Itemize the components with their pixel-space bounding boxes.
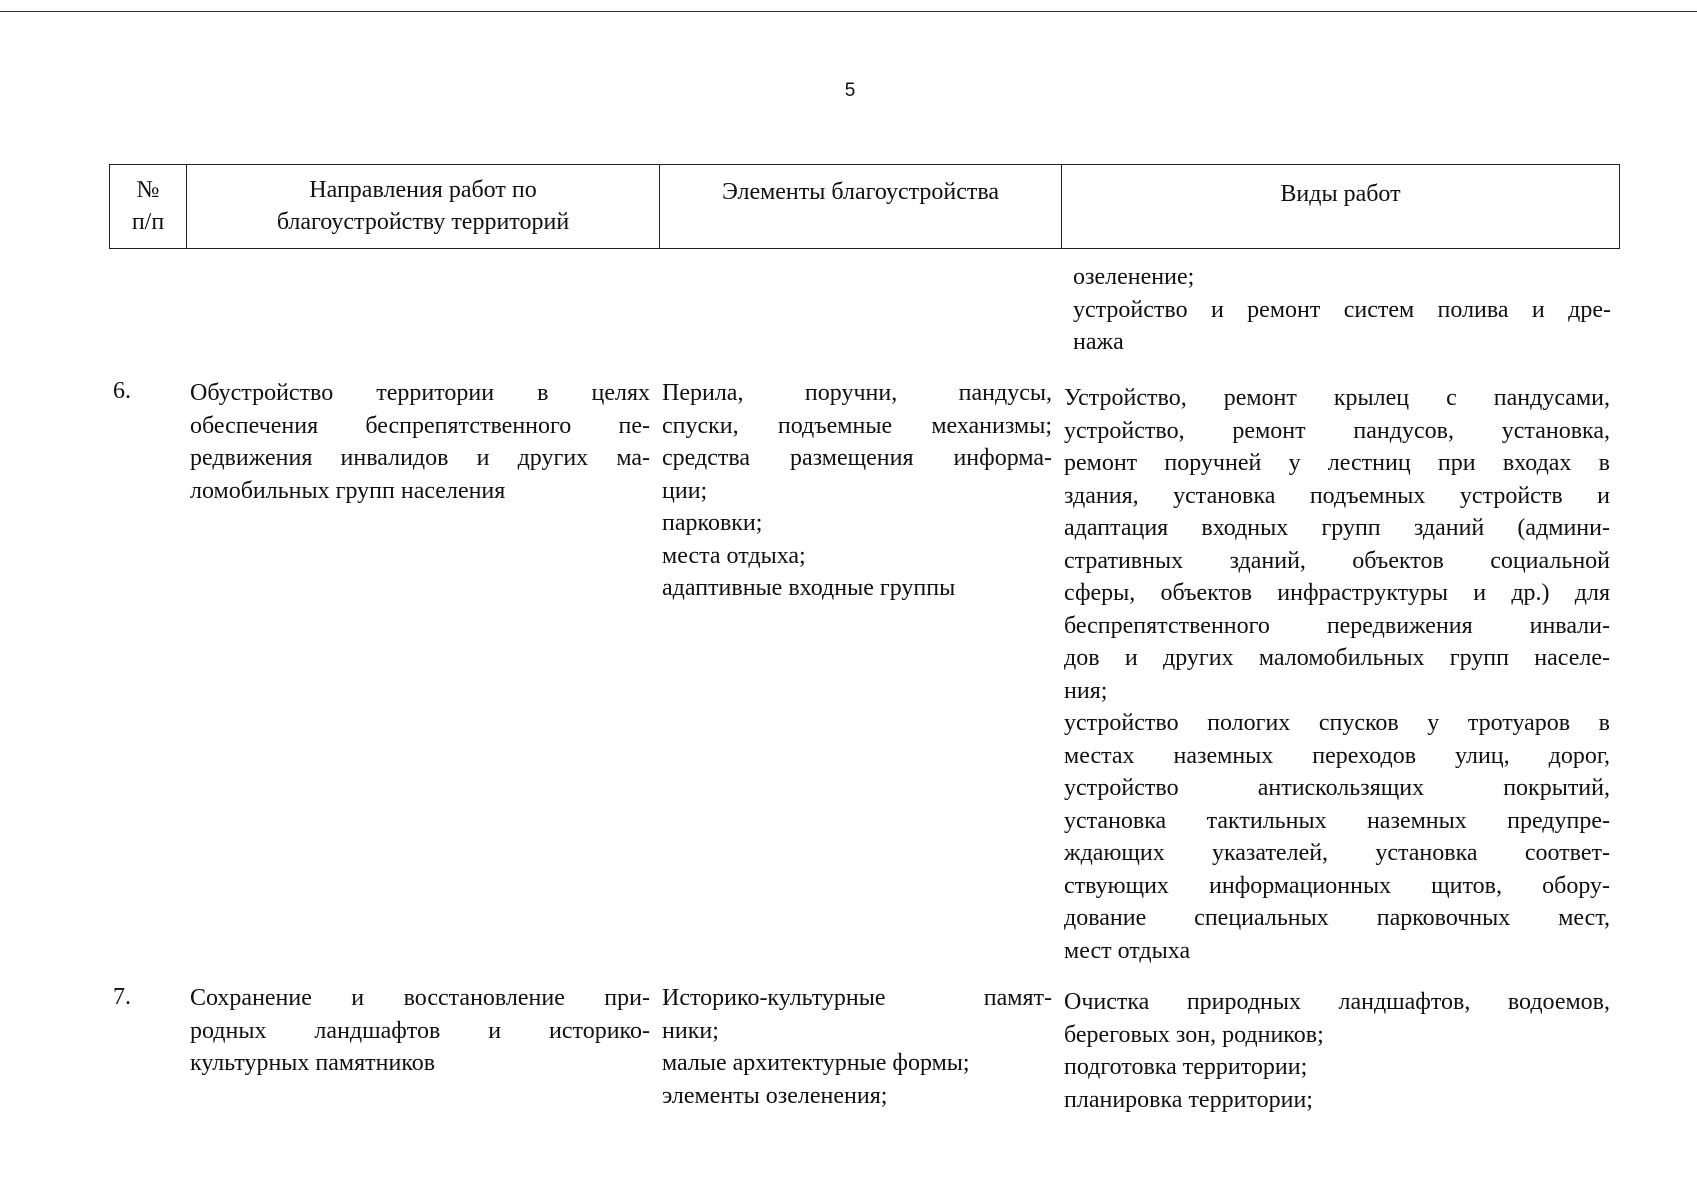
row-6-works-line: беспрепятственного передвижения инвали- bbox=[1064, 612, 1610, 639]
continuation-works bbox=[1073, 261, 1611, 359]
row-6-works-line: устройство, ремонт пандусов, установка, bbox=[1064, 417, 1610, 444]
row-6-works-line: ствующих информационных щитов, обору- bbox=[1064, 872, 1610, 899]
continuation-works-line: озеленение; bbox=[1073, 264, 1195, 290]
row-6-works-line: установка тактильных наземных предупре- bbox=[1064, 807, 1610, 834]
row-6-works-line: здания, установка подъемных устройств и bbox=[1064, 482, 1610, 509]
row-6-elements-line: Перила, поручни, пандусы, bbox=[662, 380, 1052, 406]
row-6-works-line: устройство пологих спусков у тротуаров в bbox=[1064, 710, 1610, 736]
top-rule bbox=[0, 11, 1697, 12]
row-6-elements-line: места отдыха; bbox=[662, 542, 806, 569]
row-6-elements-line: ции; bbox=[662, 477, 708, 504]
row-7-direction-line: родных ландшафтов и историко- bbox=[190, 1017, 650, 1044]
header-works: Виды работ bbox=[1280, 181, 1401, 207]
row-6-elements-line: адаптивные входные группы bbox=[662, 575, 956, 601]
row-6-works-line: сферы, объектов инфраструктуры и др.) для bbox=[1064, 580, 1610, 606]
row-6-works-line: местах наземных переходов улиц, дорог, bbox=[1064, 742, 1610, 769]
row-6-works bbox=[1064, 382, 1610, 967]
header-number: № п/п bbox=[110, 165, 187, 248]
row-7-elements bbox=[662, 982, 1052, 1112]
header-elements: Элементы благоустройства bbox=[660, 165, 1062, 248]
row-6-direction-line: редвижения инвалидов и других ма- bbox=[190, 445, 650, 471]
row-7-works bbox=[1064, 986, 1610, 1116]
row-6-works-line: стративных зданий, объектов социальной bbox=[1064, 547, 1610, 574]
row-6-direction bbox=[190, 377, 650, 507]
row-6-elements-line: средства размещения информа- bbox=[662, 445, 1052, 471]
row-6-works-line: ремонт поручней у лестниц при входах в bbox=[1064, 450, 1610, 476]
row-6-direction-line: Обустройство территории в целях bbox=[190, 380, 650, 406]
row-6-works-line: Устройство, ремонт крылец с пандусами, bbox=[1064, 385, 1610, 411]
row-6-number: 6. bbox=[113, 378, 131, 404]
row-6-works-line: устройство антискользящих покрытий, bbox=[1064, 775, 1610, 801]
row-7-number: 7. bbox=[113, 984, 131, 1010]
row-7-direction-line: Сохранение и восстановление при- bbox=[190, 985, 650, 1011]
row-7-elements-line: элементы озеленения; bbox=[662, 1082, 888, 1109]
row-7-elements-line: малые архитектурные формы; bbox=[662, 1050, 970, 1076]
row-7-elements-line: Историко-культурные памят- bbox=[662, 985, 1052, 1011]
row-6-direction-line: обеспечения беспрепятственного пе- bbox=[190, 412, 650, 439]
row-6-works-line: дование специальных парковочных мест, bbox=[1064, 905, 1610, 931]
row-7-works-line: Очистка природных ландшафтов, водоемов, bbox=[1064, 989, 1610, 1015]
row-6-works-line: мест отдыха bbox=[1064, 937, 1191, 964]
continuation-works-line: устройство и ремонт систем полива и дре- bbox=[1073, 296, 1611, 323]
row-7-elements-line: ники; bbox=[662, 1017, 719, 1044]
page-number: 5 bbox=[844, 80, 856, 101]
continuation-works-line: нажа bbox=[1073, 329, 1124, 355]
row-6-direction-line: ломобильных групп населения bbox=[190, 477, 506, 504]
row-6-works-line: адаптация входных групп зданий (админи- bbox=[1064, 515, 1610, 541]
header-directions: Направления работ по благоустройству территорий bbox=[187, 165, 660, 248]
row-6-elements-line: парковки; bbox=[662, 510, 763, 536]
row-7-works-line: береговых зон, родников; bbox=[1064, 1021, 1324, 1048]
row-6-works-line: ния; bbox=[1064, 677, 1108, 704]
table-header bbox=[109, 164, 1620, 249]
row-7-direction bbox=[190, 982, 650, 1080]
row-6-elements-line: спуски, подъемные механизмы; bbox=[662, 412, 1052, 439]
row-7-works-line: планировка территории; bbox=[1064, 1086, 1313, 1113]
row-6-works-line: дов и других маломобильных групп населе- bbox=[1064, 645, 1610, 671]
row-6-elements bbox=[662, 377, 1052, 605]
row-7-direction-line: культурных памятников bbox=[190, 1050, 436, 1076]
row-6-works-line: ждающих указателей, установка соответ- bbox=[1064, 840, 1610, 866]
row-7-works-line: подготовка территории; bbox=[1064, 1054, 1308, 1080]
